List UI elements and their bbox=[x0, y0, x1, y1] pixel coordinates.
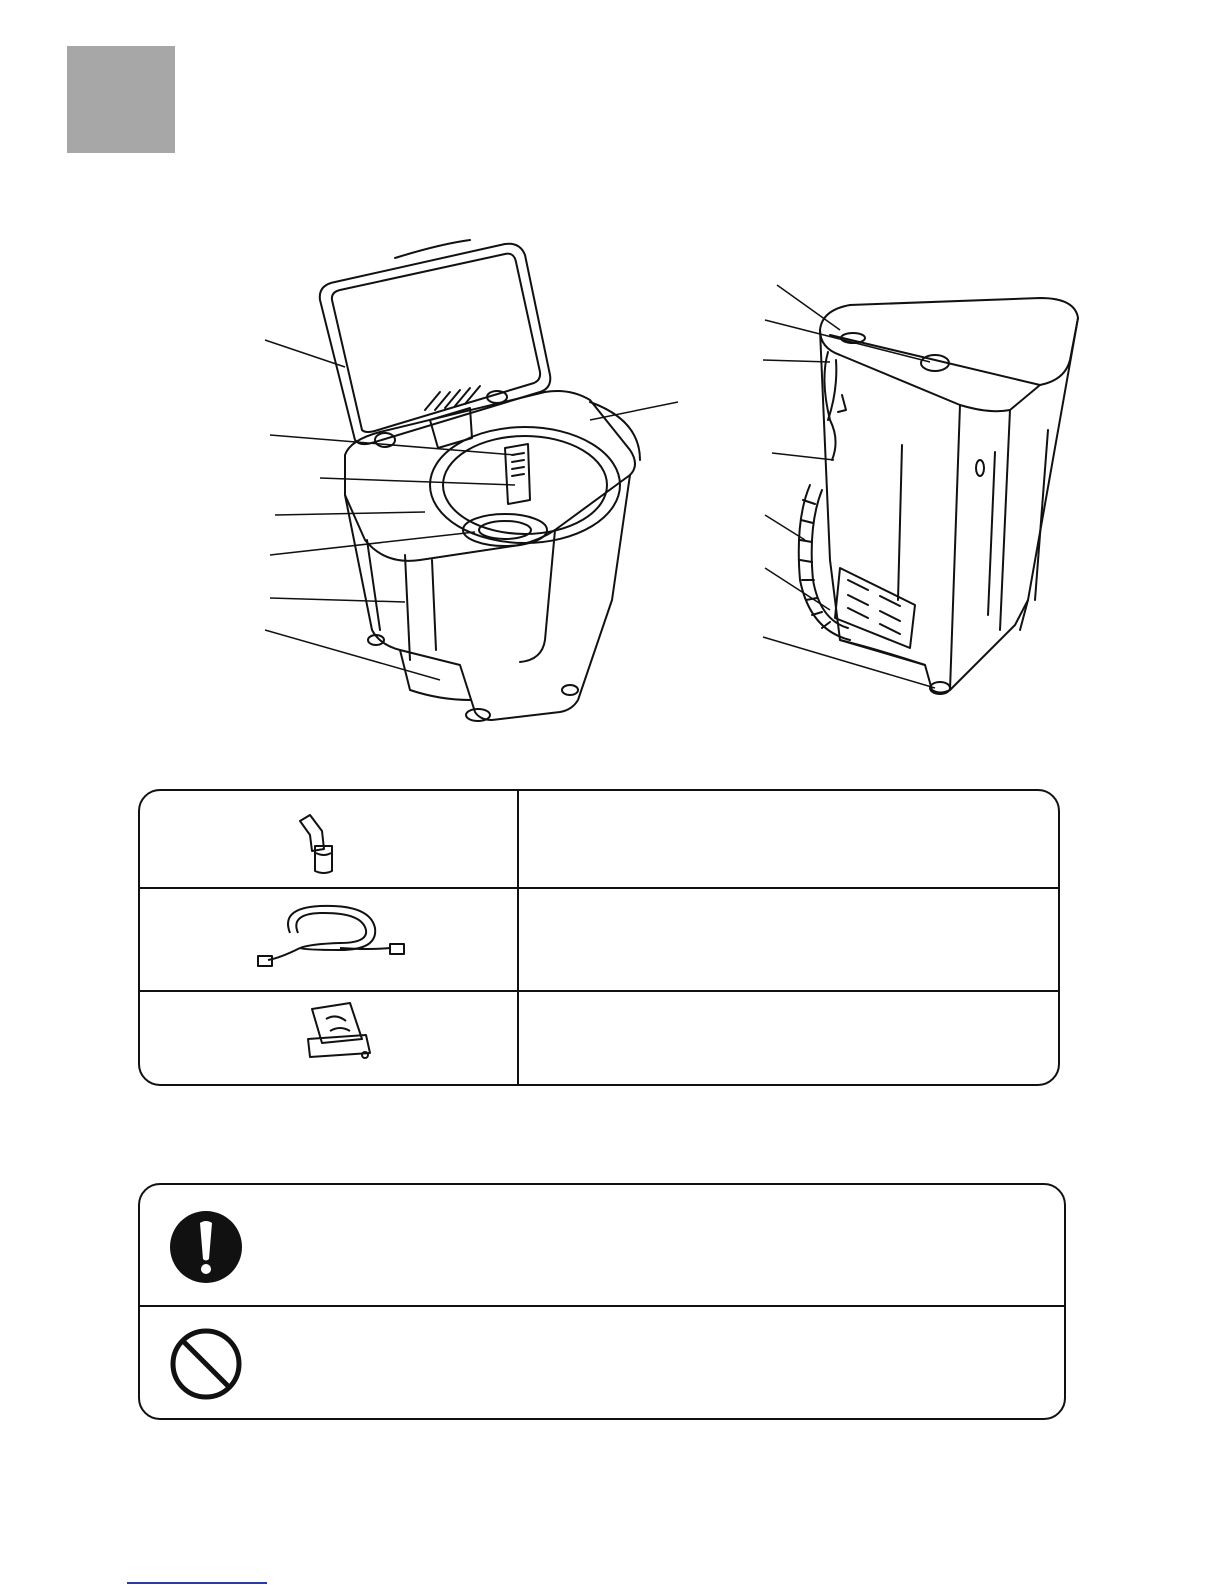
prohibited-icon bbox=[168, 1326, 244, 1402]
drain-hose-adapter-icon bbox=[140, 791, 517, 887]
rear-leader-lines bbox=[763, 285, 935, 688]
table-row bbox=[140, 791, 1058, 887]
table-row bbox=[140, 888, 1058, 990]
inlet-hose-icon bbox=[140, 888, 517, 990]
mandatory-exclamation-icon bbox=[168, 1209, 244, 1285]
footer-link-underline bbox=[127, 1582, 267, 1584]
accessories-table bbox=[138, 789, 1060, 1086]
rear-unit-illustration bbox=[799, 298, 1078, 694]
warning-row-prohibited bbox=[140, 1306, 1064, 1420]
product-diagram bbox=[0, 0, 1225, 760]
front-unit-illustration bbox=[320, 240, 640, 721]
front-leader-lines bbox=[265, 340, 678, 680]
safety-symbols-box bbox=[138, 1183, 1066, 1420]
table-row bbox=[140, 991, 1058, 1086]
warning-row-mandatory bbox=[140, 1185, 1064, 1305]
lint-filter-icon bbox=[140, 991, 517, 1086]
